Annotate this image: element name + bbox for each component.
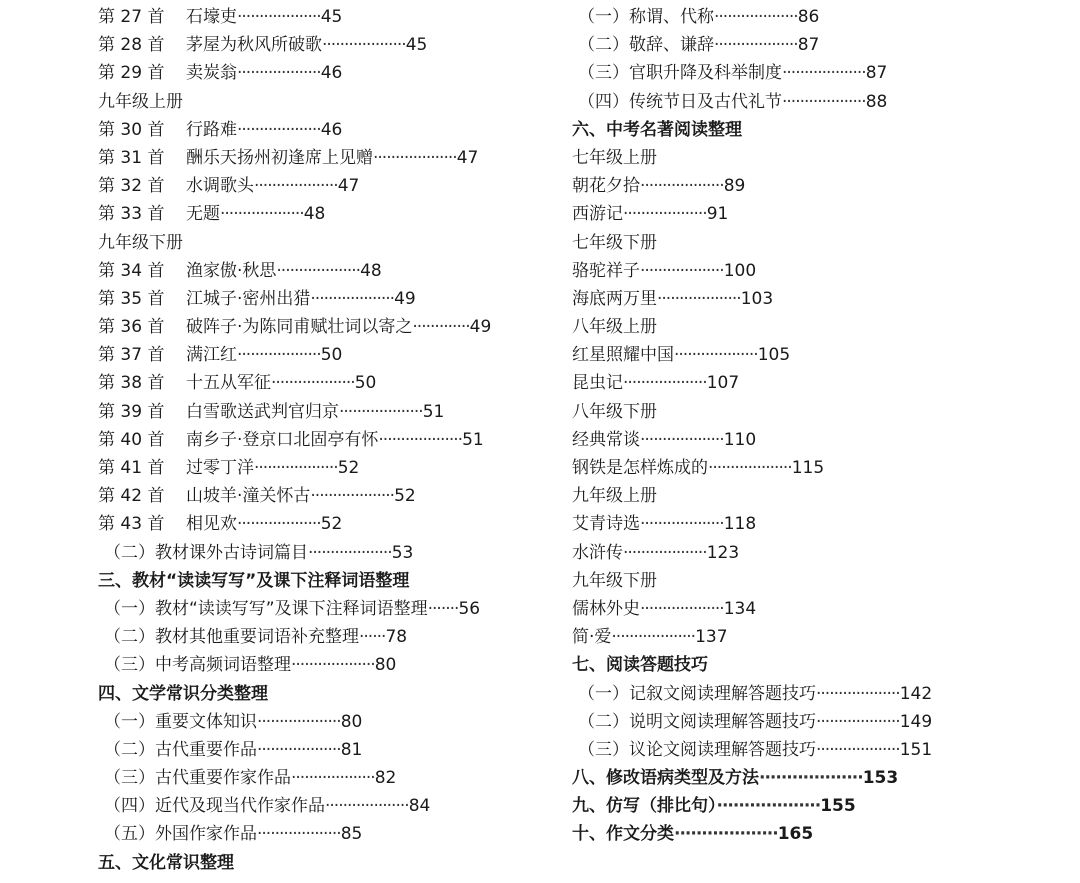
toc-entry-poem (98, 426, 491, 454)
entry-title: 白雪歌送武判官归京 (186, 401, 339, 422)
poem-number: 第 32 首 (98, 176, 165, 197)
page-number: 118 (723, 514, 757, 535)
dot-leader: ··················· (640, 514, 724, 535)
grade-heading (98, 88, 491, 116)
grade-heading-text: 八年级下册 (572, 401, 657, 422)
page-number: 53 (391, 542, 414, 563)
entry-title: 无题 (186, 204, 220, 225)
section-heading (572, 820, 932, 848)
dot-leader: ··················· (276, 260, 361, 281)
entry-title: 海底两万里 (572, 288, 657, 309)
dot-leader: ··················· (291, 768, 375, 789)
entry-title: 儒林外史 (572, 598, 640, 619)
entry-title: 水调歌头 (186, 176, 254, 197)
section-heading (572, 792, 932, 820)
dot-leader: ··················· (220, 204, 304, 225)
entry-title: 满江红 (186, 345, 237, 366)
toc-entry-poem (98, 116, 491, 144)
dot-leader: ··················· (782, 63, 866, 84)
page-number: 110 (723, 429, 757, 450)
page-number: 45 (405, 35, 428, 56)
toc-entry-book (572, 595, 932, 623)
dot-leader: ··················· (373, 147, 457, 168)
entry-title: （二）说明文阅读理解答题技巧 (578, 711, 816, 732)
dot-leader: ······ (359, 627, 386, 648)
poem-number: 第 39 首 (98, 401, 165, 422)
page-number: 100 (723, 260, 757, 281)
toc-entry-poem (98, 257, 491, 285)
toc-entry-book (572, 426, 932, 454)
dot-leader: ··················· (816, 711, 900, 732)
entry-title: （三）古代重要作家作品 (104, 768, 291, 789)
dot-leader: ··················· (816, 683, 900, 704)
page-number: 82 (374, 768, 397, 789)
entry-title: 相见欢 (186, 514, 237, 535)
page-number: 80 (374, 655, 397, 676)
section-heading (572, 116, 932, 144)
toc-entry-sub (572, 680, 932, 708)
grade-heading-text: 九年级下册 (572, 570, 657, 591)
dot-leader: ··················· (378, 429, 463, 450)
dot-leader: ··················· (714, 35, 798, 56)
entry-title: （四）近代及现当代作家作品 (104, 796, 325, 817)
entry-title: （一）称谓、代称 (578, 7, 714, 27)
poem-number: 第 30 首 (98, 119, 165, 140)
entry-title: 水浒传 (572, 542, 623, 563)
toc-entry-sub (572, 736, 932, 764)
dot-leader: ··················· (237, 119, 321, 140)
entry-title: （五）外国作家作品 (104, 824, 257, 845)
entry-title: （三）官职升降及科举制度 (578, 63, 782, 84)
toc-entry-sub (572, 708, 932, 736)
poem-number: 第 35 首 (98, 288, 165, 309)
dot-leader: ··················· (325, 796, 409, 817)
grade-heading-text: 七年级下册 (572, 232, 657, 253)
page-number: 137 (695, 627, 728, 648)
section-heading (98, 849, 491, 877)
dot-leader: ··················· (310, 288, 395, 309)
page-number: 46 (320, 119, 343, 140)
entry-title: 六、中考名著阅读整理 (572, 119, 742, 140)
poem-number: 第 37 首 (98, 345, 165, 366)
page-number: 123 (706, 542, 740, 563)
poem-number: 第 41 首 (98, 458, 165, 478)
dot-leader: ··················· (611, 627, 696, 648)
page-number: 52 (394, 486, 416, 507)
dot-leader: ··················· (782, 91, 866, 112)
dot-leader: ··················· (237, 514, 321, 535)
toc-entry-sub (98, 539, 491, 567)
grade-heading-text: 九年级下册 (98, 232, 183, 253)
dot-leader: ··················· (816, 739, 900, 760)
dot-leader: ··················· (623, 542, 707, 563)
entry-title: （四）传统节日及古代礼节 (578, 91, 782, 112)
dot-leader: ············· (412, 317, 470, 338)
grade-heading-text: 九年级上册 (572, 486, 657, 507)
page-number: 81 (340, 739, 363, 760)
toc-entry-book (572, 454, 932, 482)
page-number: 49 (469, 317, 492, 338)
page-number: 48 (303, 204, 326, 225)
page-number: 52 (337, 458, 360, 478)
poem-number: 第 34 首 (98, 260, 165, 281)
entry-title: （二）敬辞、谦辞 (578, 35, 714, 56)
toc-entry-poem (98, 3, 491, 31)
grade-heading (572, 313, 932, 341)
dot-leader: ··················· (237, 63, 321, 84)
toc-entry-sub (98, 595, 491, 623)
section-heading (572, 764, 932, 792)
toc-entry-poem (98, 482, 491, 510)
grade-heading (572, 398, 932, 426)
dot-leader: ··················· (254, 176, 338, 197)
entry-title: 十、作文分类 (572, 824, 674, 845)
toc-entry-poem (98, 285, 491, 313)
poem-number: 第 27 首 (98, 7, 165, 27)
toc-right-column (572, 3, 932, 849)
grade-heading (572, 229, 932, 257)
toc-entry-sub (572, 31, 932, 59)
grade-heading (572, 482, 932, 510)
toc-entry-poem (98, 369, 491, 397)
toc-entry-sub (98, 792, 491, 820)
entry-title: （三）议论文阅读理解答题技巧 (578, 739, 816, 760)
toc-entry-sub (98, 623, 491, 651)
entry-title: 八、修改语病类型及方法 (572, 768, 759, 789)
poem-number: 第 29 首 (98, 63, 165, 84)
page-number: 88 (865, 91, 888, 112)
dot-leader: ··················· (714, 7, 798, 27)
toc-entry-poem (98, 341, 491, 369)
toc-entry-sub (572, 59, 932, 87)
toc-entry-book (572, 257, 932, 285)
toc-entry-sub (98, 736, 491, 764)
dot-leader: ··················· (623, 204, 707, 225)
poem-number: 第 38 首 (98, 373, 165, 394)
poem-number: 第 42 首 (98, 486, 165, 507)
entry-title: 破阵子·为陈同甫赋壮词以寄之 (186, 317, 413, 338)
dot-leader: ··················· (310, 486, 395, 507)
entry-title: 简·爱 (572, 627, 612, 648)
toc-entry-poem (98, 398, 491, 426)
toc-entry-sub (98, 651, 491, 679)
page-number: 107 (706, 373, 740, 394)
page-number: 86 (797, 7, 820, 27)
page-number: 87 (865, 63, 888, 84)
dot-leader: ··················· (674, 345, 758, 366)
dot-leader: ··················· (257, 711, 341, 732)
grade-heading-text: 九年级上册 (98, 91, 183, 112)
entry-title: 江城子·密州出猎 (186, 288, 311, 309)
section-heading (98, 567, 491, 595)
toc-entry-poem (98, 144, 491, 172)
entry-title: （一）教材“读读写写”及课下注释词语整理 (104, 598, 428, 619)
dot-leader: ··················· (291, 655, 375, 676)
entry-title: 十五从军征 (186, 373, 271, 394)
dot-leader: ··················· (237, 345, 321, 366)
poem-number: 第 36 首 (98, 317, 165, 338)
page-number: 45 (320, 7, 343, 27)
entry-title: 酬乐天扬州初逢席上见赠 (186, 147, 373, 168)
toc-entry-poem (98, 313, 491, 341)
dot-leader: ··················· (308, 542, 392, 563)
toc-entry-book (572, 539, 932, 567)
dot-leader: ··················· (623, 373, 707, 394)
dot-leader: ··················· (759, 768, 863, 789)
dot-leader: ··················· (674, 824, 778, 845)
dot-leader: ··················· (657, 288, 741, 309)
entry-title: 骆驼祥子 (572, 260, 640, 281)
toc-entry-poem (98, 454, 491, 482)
entry-title: 过零丁洋 (186, 458, 254, 478)
dot-leader: ··················· (254, 458, 338, 478)
toc-entry-book (572, 341, 932, 369)
entry-title: 南乡子·登京口北固亭有怀 (186, 429, 379, 450)
dot-leader: ··················· (640, 260, 724, 281)
toc-entry-sub (572, 3, 932, 31)
page-number: 47 (337, 176, 360, 197)
grade-heading (572, 144, 932, 172)
page-number: 165 (777, 824, 814, 845)
entry-title: 朝花夕拾 (572, 176, 640, 197)
entry-title: 石壕吏 (186, 7, 237, 27)
grade-heading-text: 八年级上册 (572, 317, 657, 338)
entry-title: （三）中考高频词语整理 (104, 655, 291, 676)
entry-title: 七、阅读答题技巧 (572, 655, 708, 676)
entry-title: 昆虫记 (572, 373, 623, 394)
page-number: 153 (862, 768, 899, 789)
entry-title: （一）记叙文阅读理解答题技巧 (578, 683, 816, 704)
dot-leader: ··················· (640, 429, 724, 450)
toc-entry-sub (98, 764, 491, 792)
dot-leader: ··················· (322, 35, 406, 56)
section-heading (572, 651, 932, 679)
toc-entry-poem (98, 510, 491, 538)
toc-entry-book (572, 172, 932, 200)
entry-title: 茅屋为秋风所破歌 (186, 35, 322, 56)
dot-leader: ··················· (271, 373, 355, 394)
entry-title: 三、教材“读读写写”及课下注释词语整理 (98, 570, 410, 591)
poem-number: 第 40 首 (98, 429, 165, 450)
toc-entry-sub (98, 708, 491, 736)
toc-entry-poem (98, 172, 491, 200)
dot-leader: ··················· (339, 401, 423, 422)
dot-leader: ··················· (708, 458, 792, 478)
page-number: 78 (385, 627, 408, 648)
entry-title: 行路难 (186, 119, 237, 140)
dot-leader: ··················· (257, 824, 341, 845)
grade-heading-text: 七年级上册 (572, 147, 657, 168)
grade-heading (98, 229, 491, 257)
entry-title: 四、文学常识分类整理 (98, 683, 268, 704)
page-number: 84 (408, 796, 431, 817)
section-heading (98, 680, 491, 708)
page-number: 50 (320, 345, 343, 366)
toc-left-column (98, 3, 491, 877)
page-number: 80 (340, 711, 363, 732)
poem-number: 第 43 首 (98, 514, 165, 535)
toc-entry-book (572, 510, 932, 538)
dot-leader: ··················· (640, 598, 724, 619)
toc-entry-book (572, 623, 932, 651)
entry-title: 艾青诗选 (572, 514, 640, 535)
page-number: 52 (320, 514, 343, 535)
page-number: 56 (458, 598, 481, 619)
page-number: 155 (820, 796, 856, 817)
entry-title: （二）教材其他重要词语补充整理 (104, 627, 359, 648)
entry-title: （二）古代重要作品 (104, 739, 257, 760)
poem-number: 第 31 首 (98, 147, 165, 168)
toc-entry-sub (98, 820, 491, 848)
page-number: 115 (791, 458, 825, 478)
page-number: 51 (462, 429, 484, 450)
entry-title: （二）教材课外古诗词篇目 (104, 542, 308, 563)
page-number: 46 (320, 63, 343, 84)
toc-entry-poem (98, 200, 491, 228)
entry-title: （一）重要文体知识 (104, 711, 257, 732)
page-number: 48 (360, 260, 382, 281)
entry-title: 红星照耀中国 (572, 345, 674, 366)
entry-title: 西游记 (572, 204, 623, 225)
entry-title: 钢铁是怎样炼成的 (572, 458, 708, 478)
page-number: 91 (706, 204, 729, 225)
toc-entry-poem (98, 59, 491, 87)
entry-title: 九、仿写（排比句） (572, 796, 717, 817)
toc-entry-sub (572, 88, 932, 116)
entry-title: 渔家傲·秋思 (186, 260, 277, 281)
poem-number: 第 33 首 (98, 204, 165, 225)
toc-entry-poem (98, 31, 491, 59)
page-number: 49 (394, 288, 416, 309)
entry-title: 经典常谈 (572, 429, 640, 450)
page-number: 149 (899, 711, 933, 732)
page-number: 134 (723, 598, 757, 619)
toc-entry-book (572, 200, 932, 228)
page-number: 89 (723, 176, 746, 197)
entry-title: 山坡羊·潼关怀古 (186, 486, 311, 507)
grade-heading (572, 567, 932, 595)
page-number: 142 (899, 683, 933, 704)
toc-entry-book (572, 285, 932, 313)
dot-leader: ··················· (257, 739, 341, 760)
dot-leader: ··················· (716, 796, 821, 817)
entry-title: 卖炭翁 (186, 63, 237, 84)
page-number: 103 (740, 288, 774, 309)
page-number: 87 (797, 35, 820, 56)
page-number: 50 (354, 373, 377, 394)
page-number: 51 (422, 401, 445, 422)
page-number: 105 (757, 345, 791, 366)
dot-leader: ······· (427, 598, 459, 619)
poem-number: 第 28 首 (98, 35, 165, 56)
page-number: 151 (899, 739, 933, 760)
dot-leader: ··················· (640, 176, 724, 197)
page-number: 85 (340, 824, 363, 845)
entry-title: 五、文化常识整理 (98, 852, 234, 873)
page-number: 47 (456, 147, 479, 168)
dot-leader: ··················· (237, 7, 321, 27)
toc-entry-book (572, 369, 932, 397)
